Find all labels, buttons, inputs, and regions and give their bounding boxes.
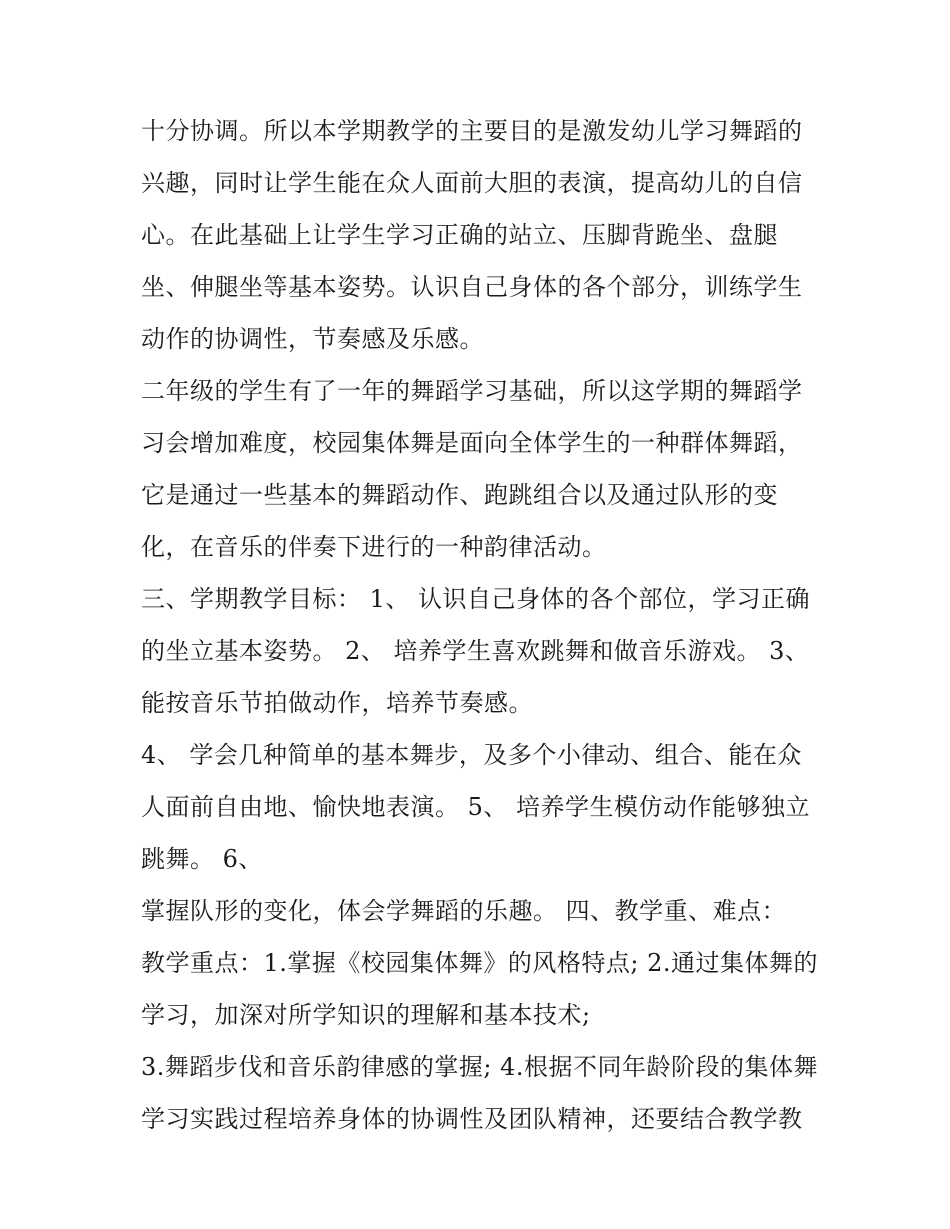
text-line: 十分协调。所以本学期教学的主要目的是激发幼儿学习舞蹈的 [141,117,803,145]
text-line: 教学重点：1.掌握《校园集体舞》的风格特点; 2.通过集体舞的 [141,949,819,977]
text-line: 掌握队形的变化，体会学舞蹈的乐趣。 四、教学重、难点： [141,897,787,925]
text-line: 3.舞蹈步伐和音乐韵律感的掌握; 4.根据不同年龄阶段的集体舞 [141,1053,819,1081]
text-line: 习会增加难度，校园集体舞是面向全体学生的一种群体舞蹈， [141,429,803,457]
text-line: 二年级的学生有了一年的舞蹈学习基础，所以这学期的舞蹈学 [141,377,803,405]
text-line: 学习实践过程培养身体的协调性及团队精神，还要结合教学教 [141,1105,803,1133]
text-line: 4、 学会几种简单的基本舞步，及多个小律动、组合、能在众 [141,741,802,769]
text-line: 能按音乐节拍做动作，培养节奏感。 [141,689,533,717]
text-line: 人面前自由地、愉快地表演。 5、 培养学生模仿动作能够独立 [141,793,811,821]
text-line: 三、学期教学目标： 1、 认识自己身体的各个部位，学习正确 [141,585,811,613]
text-line: 的坐立基本姿势。 2、 培养学生喜欢跳舞和做音乐游戏。 3、 [141,637,810,665]
text-line: 学习，加深对所学知识的理解和基本技术; [141,1001,591,1029]
text-line: 化，在音乐的伴奏下进行的一种韵律活动。 [141,533,607,561]
text-line: 心。在此基础上让学生学习正确的站立、压脚背跪坐、盘腿 [141,221,778,249]
text-line: 跳舞。 6、 [141,845,263,873]
text-line: 它是通过一些基本的舞蹈动作、跑跳组合以及通过队形的变 [141,481,778,509]
text-line: 动作的协调性，节奏感及乐感。 [141,325,484,353]
body-text [141,105,821,1145]
text-line: 兴趣，同时让学生能在众人面前大胆的表演，提高幼儿的自信 [141,169,803,197]
text-line: 坐、伸腿坐等基本姿势。认识自己身体的各个部分，训练学生 [141,273,803,301]
